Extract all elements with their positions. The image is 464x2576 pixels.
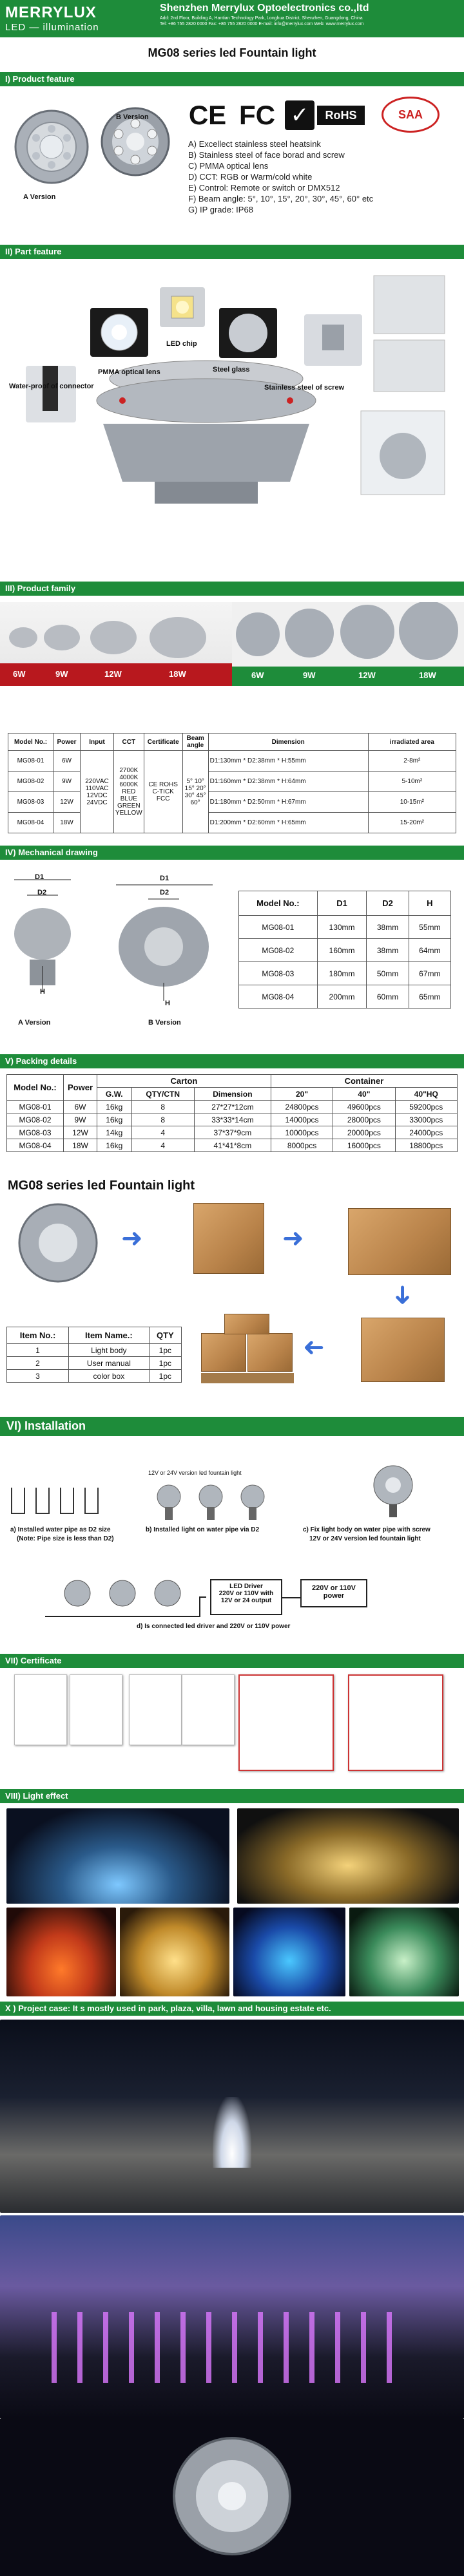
column-header: Dimension bbox=[208, 734, 368, 751]
pmma-lens-photo bbox=[90, 308, 148, 357]
waterproof-connector-label: Water-proof of connector bbox=[9, 383, 94, 390]
certificate-cell: CE ROHS C-TICK FCC bbox=[144, 751, 182, 833]
fountain-photo-4 bbox=[120, 1908, 229, 1996]
table-cell: MG08-01 bbox=[8, 751, 53, 772]
column-header: Model No.: bbox=[8, 734, 53, 751]
fc-logo: FC bbox=[239, 100, 275, 130]
driver-label: 12V or 24 output bbox=[220, 1597, 272, 1604]
certificate-document bbox=[14, 1674, 67, 1745]
column-header: QTY/CTN bbox=[131, 1088, 194, 1101]
table-cell: MG08-03 bbox=[239, 962, 318, 985]
purple-jets bbox=[52, 2312, 412, 2383]
fountain-photo-1 bbox=[6, 1808, 229, 1904]
project-photo-1 bbox=[0, 2020, 464, 2213]
connector-photo bbox=[26, 366, 76, 422]
carton-box-photo bbox=[193, 1203, 264, 1274]
product-photo bbox=[6, 97, 180, 206]
exploded-view-diagram bbox=[13, 269, 451, 546]
exploded-fixture-icon bbox=[97, 361, 316, 504]
arrow-right-icon: ➜ bbox=[282, 1224, 304, 1253]
driver-label: 220V or 110V with bbox=[218, 1590, 274, 1597]
detail-inset-photos bbox=[361, 276, 445, 495]
column-header: G.W. bbox=[97, 1088, 132, 1101]
column-header: Beam angle bbox=[182, 734, 208, 751]
steel-glass-photo bbox=[219, 308, 277, 358]
table-cell: 60mm bbox=[367, 985, 409, 1009]
h-label: H bbox=[165, 999, 170, 1007]
a-version-label: A Version bbox=[18, 1019, 51, 1027]
table-cell: 38mm bbox=[367, 939, 409, 962]
table-cell: 55mm bbox=[409, 916, 450, 939]
table-cell: Light body bbox=[69, 1344, 150, 1357]
column-header: 40" bbox=[333, 1088, 395, 1101]
table-cell: D1:130mm * D2:38mm * H:55mm bbox=[208, 751, 368, 772]
table-row bbox=[7, 1357, 182, 1370]
arrow-down-icon: ➜ bbox=[388, 1284, 417, 1306]
carton-box-photo bbox=[201, 1333, 246, 1372]
address-line: Add: 2nd Floor, Building A, Hantian Technology Park, Longhua District, Shenzhen, Guangdong, China bbox=[160, 16, 363, 21]
table-cell: 33*33*14cm bbox=[194, 1113, 271, 1126]
carton-box-photo bbox=[361, 1318, 445, 1382]
feature-item: G) IP grade: IP68 bbox=[188, 205, 253, 214]
pallet-base bbox=[201, 1373, 294, 1383]
table-cell: 65mm bbox=[409, 985, 450, 1009]
table-cell: 28000pcs bbox=[333, 1113, 395, 1126]
contact-line: Tel: +86 755 2820 0000 Fax: +86 755 2820 0000 E-mail: info@merrylux.com Web: www.merrylux.com bbox=[160, 22, 364, 26]
table-cell: MG08-03 bbox=[8, 792, 53, 813]
table-cell: 1pc bbox=[149, 1344, 181, 1357]
wire-line bbox=[282, 1597, 300, 1598]
table-cell: 6W bbox=[64, 1101, 97, 1113]
table-row bbox=[7, 1126, 458, 1139]
document-title: MG08 series led Fountain light bbox=[148, 46, 316, 59]
table-cell: MG08-01 bbox=[239, 916, 318, 939]
family-right-label: 9W bbox=[303, 670, 316, 680]
table-cell: MG08-02 bbox=[7, 1113, 64, 1126]
fountain-photo-6 bbox=[349, 1908, 459, 1996]
page-header bbox=[0, 0, 464, 37]
table-row bbox=[8, 772, 456, 792]
table-cell: 160mm bbox=[317, 939, 367, 962]
column-header: 20" bbox=[271, 1088, 333, 1101]
table-cell: 3 bbox=[7, 1370, 69, 1383]
group-header: Container bbox=[271, 1075, 457, 1088]
table-cell: MG08-02 bbox=[239, 939, 318, 962]
company-name: Shenzhen Merrylux Optoelectronics co.,ltd bbox=[160, 3, 369, 14]
saa-certificate bbox=[238, 1674, 334, 1771]
mechanical-table bbox=[238, 891, 451, 1009]
table-cell: 6W bbox=[53, 751, 81, 772]
section-bar-light-effect: VIII) Light effect bbox=[0, 1789, 464, 1803]
column-header: CCT bbox=[114, 734, 144, 751]
table-cell: 16000pcs bbox=[333, 1139, 395, 1152]
table-cell: 14kg bbox=[97, 1126, 132, 1139]
rohs-logo: RoHS bbox=[317, 106, 365, 125]
driver-label: LED Driver bbox=[229, 1583, 263, 1590]
table-row bbox=[8, 792, 456, 813]
d2-label: D2 bbox=[160, 889, 169, 896]
step-c-caption-2: 12V or 24V version led fountain light bbox=[309, 1535, 421, 1542]
table-cell: 16kg bbox=[97, 1113, 132, 1126]
stainless-screw-label: Stainless steel of screw bbox=[264, 384, 345, 392]
power-box bbox=[300, 1579, 367, 1607]
cct-cell: 2700K 4000K 6000K RED BLUE GREEN YELLOW bbox=[114, 751, 144, 833]
table-cell: MG08-03 bbox=[7, 1126, 64, 1139]
table-cell: 49600pcs bbox=[333, 1101, 395, 1113]
a-version-drawing-icon bbox=[14, 880, 71, 992]
column-header: D2 bbox=[367, 891, 409, 916]
led-chip-photo bbox=[160, 287, 205, 327]
brand-logo: MERRYLUX bbox=[5, 4, 97, 21]
table-cell: 24000pcs bbox=[395, 1126, 457, 1139]
saa-certificate bbox=[348, 1674, 443, 1771]
table-cell: 130mm bbox=[317, 916, 367, 939]
column-header: Item No.: bbox=[7, 1327, 69, 1344]
feature-item: D) CCT: RGB or Warm/cold white bbox=[188, 172, 313, 182]
feature-item: B) Stainless steel of face borad and screw bbox=[188, 150, 345, 160]
table-cell: D1:200mm * D2:60mm * H:65mm bbox=[208, 813, 368, 833]
table-cell: 24800pcs bbox=[271, 1101, 333, 1113]
table-group-row bbox=[7, 1075, 458, 1088]
table-cell: MG08-01 bbox=[7, 1101, 64, 1113]
section-bar-installation: VI) Installation bbox=[0, 1417, 464, 1436]
table-header-row bbox=[8, 734, 456, 751]
column-header: Model No.: bbox=[239, 891, 318, 916]
section-bar-product-family: III) Product family bbox=[0, 582, 464, 596]
column-header: Dimension bbox=[194, 1088, 271, 1101]
table-cell: 18W bbox=[64, 1139, 97, 1152]
column-header: QTY bbox=[149, 1327, 181, 1344]
table-cell: 16kg bbox=[97, 1139, 132, 1152]
fountain-photo-3 bbox=[6, 1908, 116, 1996]
table-cell: 8 bbox=[131, 1101, 194, 1113]
table-cell: MG08-02 bbox=[8, 772, 53, 792]
table-cell: 16kg bbox=[97, 1101, 132, 1113]
column-header: H bbox=[409, 891, 450, 916]
column-header: D1 bbox=[317, 891, 367, 916]
installed-lights-diagram bbox=[150, 1481, 272, 1520]
packing-product-photo bbox=[6, 1198, 110, 1288]
certificate-document bbox=[182, 1674, 235, 1745]
table-cell: User manual bbox=[69, 1357, 150, 1370]
section-bar-project-case: X ) Project case: It s mostly used in park, plaza, villa, lawn and housing estate etc. bbox=[0, 2002, 464, 2016]
b-version-label: B Version bbox=[116, 113, 149, 121]
table-cell: 10-15m² bbox=[368, 792, 456, 813]
fountain-photo-2 bbox=[237, 1808, 459, 1904]
table-cell: 8 bbox=[131, 1113, 194, 1126]
table-cell: 37*37*9cm bbox=[194, 1126, 271, 1139]
column-header: Certificate bbox=[144, 734, 182, 751]
brand-tagline: LED — illumination bbox=[5, 22, 99, 33]
family-right-label: 6W bbox=[251, 670, 264, 680]
section-bar-mechanical-drawing: IV) Mechanical drawing bbox=[0, 846, 464, 860]
table-cell: 67mm bbox=[409, 962, 450, 985]
packing-subtitle: MG08 series led Fountain light bbox=[8, 1179, 195, 1193]
a-version-label: A Version bbox=[23, 193, 56, 201]
table-cell: 5-10m² bbox=[368, 772, 456, 792]
column-header: Power bbox=[53, 734, 81, 751]
table-cell: 64mm bbox=[409, 939, 450, 962]
table-cell: 9W bbox=[53, 772, 81, 792]
family-left-label: 18W bbox=[169, 669, 186, 679]
table-cell: MG08-04 bbox=[8, 813, 53, 833]
table-row bbox=[8, 751, 456, 772]
table-cell: 27*27*12cm bbox=[194, 1101, 271, 1113]
step-a-caption: a) Installed water pipe as D2 size bbox=[10, 1526, 111, 1533]
pmma-lens-label: PMMA optical lens bbox=[98, 368, 160, 376]
open-carton-photo bbox=[348, 1208, 451, 1275]
table-cell: 41*41*8cm bbox=[194, 1139, 271, 1152]
a-version-fixture-icon bbox=[15, 111, 88, 183]
project-photo-2 bbox=[0, 2215, 464, 2419]
table-cell: 12W bbox=[53, 792, 81, 813]
family-photo-left bbox=[0, 602, 232, 686]
carton-box-photo bbox=[224, 1314, 269, 1334]
led-chip-label: LED chip bbox=[166, 340, 197, 348]
feature-list bbox=[188, 139, 459, 216]
column-header: 40"HQ bbox=[395, 1088, 457, 1101]
feature-item: C) PMMA optical lens bbox=[188, 161, 269, 171]
d1-label: D1 bbox=[35, 873, 44, 881]
table-cell: D1:180mm * D2:50mm * H:67mm bbox=[208, 792, 368, 813]
check-mark-icon: ✓ bbox=[285, 100, 314, 130]
fountain-photo-5 bbox=[233, 1908, 345, 1996]
bottom-fixture-icon bbox=[168, 2432, 296, 2561]
table-cell: 18W bbox=[53, 813, 81, 833]
feature-item: A) Excellect stainless steel heatsink bbox=[188, 139, 321, 149]
table-row bbox=[8, 813, 456, 833]
table-cell: 4 bbox=[131, 1126, 194, 1139]
table-cell: 1 bbox=[7, 1344, 69, 1357]
table-cell: D1:160mm * D2:38mm * H:64mm bbox=[208, 772, 368, 792]
table-row bbox=[239, 939, 451, 962]
table-cell: 14000pcs bbox=[271, 1113, 333, 1126]
beam-cell: 5° 10° 15° 20° 30° 45° 60° bbox=[182, 751, 208, 833]
column-header: irradiated area bbox=[368, 734, 456, 751]
table-row bbox=[7, 1113, 458, 1126]
table-cell: 9W bbox=[64, 1113, 97, 1126]
family-left-label: 6W bbox=[13, 669, 26, 679]
family-right-label: 18W bbox=[419, 670, 436, 680]
b-version-drawing-icon bbox=[116, 885, 213, 1001]
steel-glass-label: Steel glass bbox=[213, 366, 250, 374]
table-header-row bbox=[239, 891, 451, 916]
section-bar-certificate: VII) Certificate bbox=[0, 1654, 464, 1668]
arrow-left-icon: ➜ bbox=[303, 1334, 325, 1362]
certificate-document bbox=[129, 1674, 182, 1745]
column-header: Item Name.: bbox=[69, 1327, 150, 1344]
table-cell: 1pc bbox=[149, 1357, 181, 1370]
table-cell: 20000pcs bbox=[333, 1126, 395, 1139]
table-row bbox=[239, 985, 451, 1009]
table-cell: 180mm bbox=[317, 962, 367, 985]
section-bar-packing-details: V) Packing details bbox=[0, 1054, 464, 1068]
fountain-jet bbox=[213, 2097, 251, 2168]
table-row bbox=[7, 1139, 458, 1152]
step-d-caption: d) Is connected led driver and 220V or 110V power bbox=[137, 1623, 291, 1630]
table-cell: 38mm bbox=[367, 916, 409, 939]
table-row bbox=[239, 916, 451, 939]
table-cell: 12W bbox=[64, 1126, 97, 1139]
table-cell: 18800pcs bbox=[395, 1139, 457, 1152]
power-label: power bbox=[323, 1592, 345, 1600]
saa-logo: SAA bbox=[382, 97, 440, 133]
step-b-caption: b) Installed light on water pipe via D2 bbox=[146, 1526, 260, 1533]
arrow-right-icon: ➜ bbox=[121, 1224, 143, 1253]
table-row bbox=[7, 1344, 182, 1357]
b-version-label: B Version bbox=[148, 1019, 181, 1027]
packing-table bbox=[6, 1074, 458, 1152]
screw-photo bbox=[304, 314, 362, 366]
feature-item: F) Beam angle: 5°, 10°, 15°, 20°, 30°, 45°, 60° etc bbox=[188, 194, 374, 204]
table-cell: 50mm bbox=[367, 962, 409, 985]
column-header: Input bbox=[81, 734, 114, 751]
power-label: 220V or 110V bbox=[312, 1584, 356, 1592]
carton-box-photo bbox=[247, 1333, 293, 1372]
d2-label: D2 bbox=[37, 889, 47, 896]
bottom-panel bbox=[0, 2419, 464, 2576]
product-family-table bbox=[8, 733, 456, 833]
section-bar-part-feature: II) Part feature bbox=[0, 245, 464, 259]
section-bar-product-feature: I) Product feature bbox=[0, 72, 464, 86]
feature-item: E) Control: Remote or switch or DMX512 bbox=[188, 183, 340, 193]
table-header-row bbox=[7, 1327, 182, 1344]
table-cell: color box bbox=[69, 1370, 150, 1383]
table-row bbox=[7, 1370, 182, 1383]
column-header: Power bbox=[64, 1075, 97, 1101]
ce-logo: CE bbox=[188, 100, 227, 130]
table-row bbox=[7, 1101, 458, 1113]
table-cell: 1pc bbox=[149, 1370, 181, 1383]
d1-label: D1 bbox=[160, 875, 169, 882]
led-driver-box bbox=[210, 1579, 282, 1615]
table-cell: 2 bbox=[7, 1357, 69, 1370]
package-items-table bbox=[6, 1327, 182, 1383]
pallet-photo bbox=[201, 1314, 298, 1386]
table-cell: 2-8m² bbox=[368, 751, 456, 772]
fountain-version-label: 12V or 24V version led fountain light bbox=[148, 1470, 242, 1476]
table-cell: 33000pcs bbox=[395, 1113, 457, 1126]
group-header: Carton bbox=[97, 1075, 271, 1088]
family-left-label: 9W bbox=[55, 669, 68, 679]
table-cell: 15-20m² bbox=[368, 813, 456, 833]
step-c-caption: c) Fix light body on water pipe with screw bbox=[303, 1526, 430, 1533]
table-cell: 10000pcs bbox=[271, 1126, 333, 1139]
table-cell: 8000pcs bbox=[271, 1139, 333, 1152]
table-cell: MG08-04 bbox=[7, 1139, 64, 1152]
table-cell: 200mm bbox=[317, 985, 367, 1009]
water-pipe-diagram bbox=[10, 1481, 113, 1520]
certificate-document bbox=[70, 1674, 122, 1745]
table-cell: 59200pcs bbox=[395, 1101, 457, 1113]
table-cell: 4 bbox=[131, 1139, 194, 1152]
column-header: Model No.: bbox=[7, 1075, 64, 1101]
family-right-label: 12W bbox=[358, 670, 376, 680]
step-a-note: (Note: Pipe size is less than D2) bbox=[17, 1535, 114, 1542]
family-left-label: 12W bbox=[104, 669, 122, 679]
input-cell: 220VAC 110VAC 12VDC 24VDC bbox=[81, 751, 114, 833]
h-label: H bbox=[40, 988, 45, 996]
table-row bbox=[239, 962, 451, 985]
company-address bbox=[160, 15, 459, 27]
table-cell: MG08-04 bbox=[239, 985, 318, 1009]
fixing-screw-diagram bbox=[361, 1461, 425, 1519]
certification-logos bbox=[188, 97, 459, 134]
family-photo-right bbox=[232, 602, 464, 686]
